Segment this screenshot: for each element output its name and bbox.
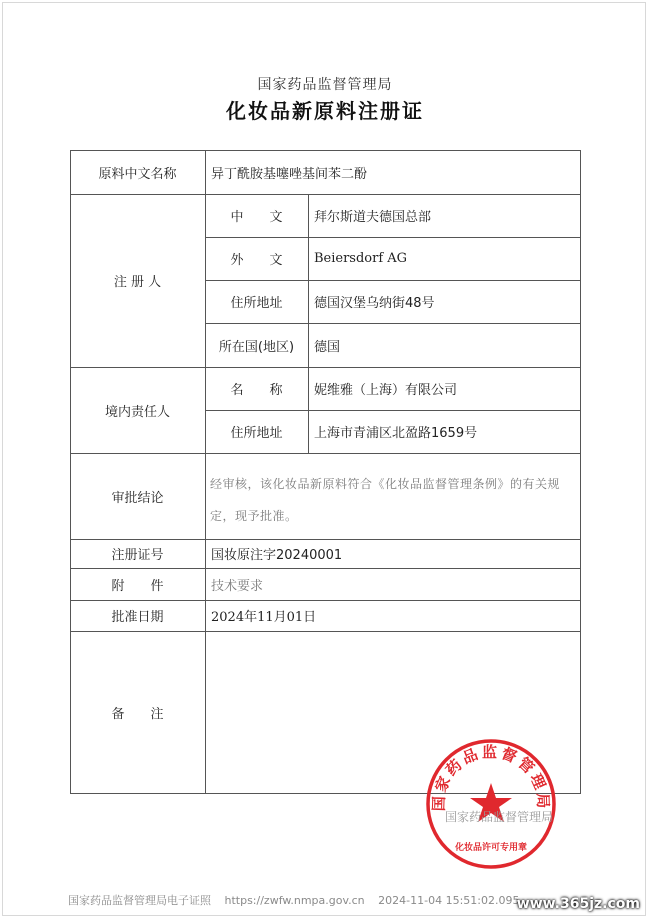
registrant-address-label: 住所地址 [230,296,283,311]
domestic-responsible-label: 境内责任人 [104,404,170,420]
registrant-address-value: 德国汉堡乌纳街48号 [314,296,435,311]
domestic-address-label: 住所地址 [230,426,283,441]
footer [68,892,529,908]
registrant-label: 注 册 人 [113,275,162,290]
material-name-label: 原料中文名称 [98,166,177,182]
registrant-foreign-value: Beiersdorf AG [314,251,408,266]
registration-number-label: 注册证号 [111,548,164,563]
domestic-name-label: 名 称 [230,383,283,398]
registrant-chinese-label: 中 文 [230,210,283,225]
approval-date-label: 批准日期 [111,610,164,625]
registrant-chinese-value: 拜尔斯道夫德国总部 [314,210,432,225]
approval-conclusion-text: 经审核，该化妆品新原料符合《化妆品监督管理条例》的有关规定，现予批准。 [210,477,561,523]
seal-sub-text: 化妆品许可专用章 [454,843,528,853]
domestic-name-value: 妮维雅（上海）有限公司 [314,383,458,398]
agency-title: 国家药品监督管理局 [257,77,393,93]
remarks-label: 备 注 [111,707,164,722]
seal-lower-text: 国家药品监督管理局 [444,809,553,824]
footer-timestamp: 2024-11-04 15:51:02.095 [378,894,520,907]
material-name-value: 异丁酰胺基噻唑基间苯二酚 [211,166,368,182]
registration-number-value: 国妆原注字20240001 [211,548,343,563]
attachment-value: 技术要求 [211,578,264,594]
footer-source: 国家药品监督管理局电子证照 [68,894,211,907]
registrant-foreign-label: 外 文 [230,253,283,268]
watermark: www.365jz.com [516,896,640,912]
approval-date-value: 2024年11月01日 [211,610,317,625]
footer-url[interactable]: https://zwfw.nmpa.gov.cn [224,894,365,907]
registrant-country-label: 所在国(地区) [218,339,295,355]
official-seal [424,737,558,871]
attachment-label: 附 件 [111,578,164,594]
certificate-title: 化妆品新原料注册证 [226,99,424,123]
seal-ring-text: 国家药品监督管理局 [429,743,553,812]
approval-conclusion-label: 审批结论 [111,490,164,506]
registrant-country-value: 德国 [314,339,341,355]
domestic-address-value: 上海市青浦区北盈路1659号 [314,426,478,441]
